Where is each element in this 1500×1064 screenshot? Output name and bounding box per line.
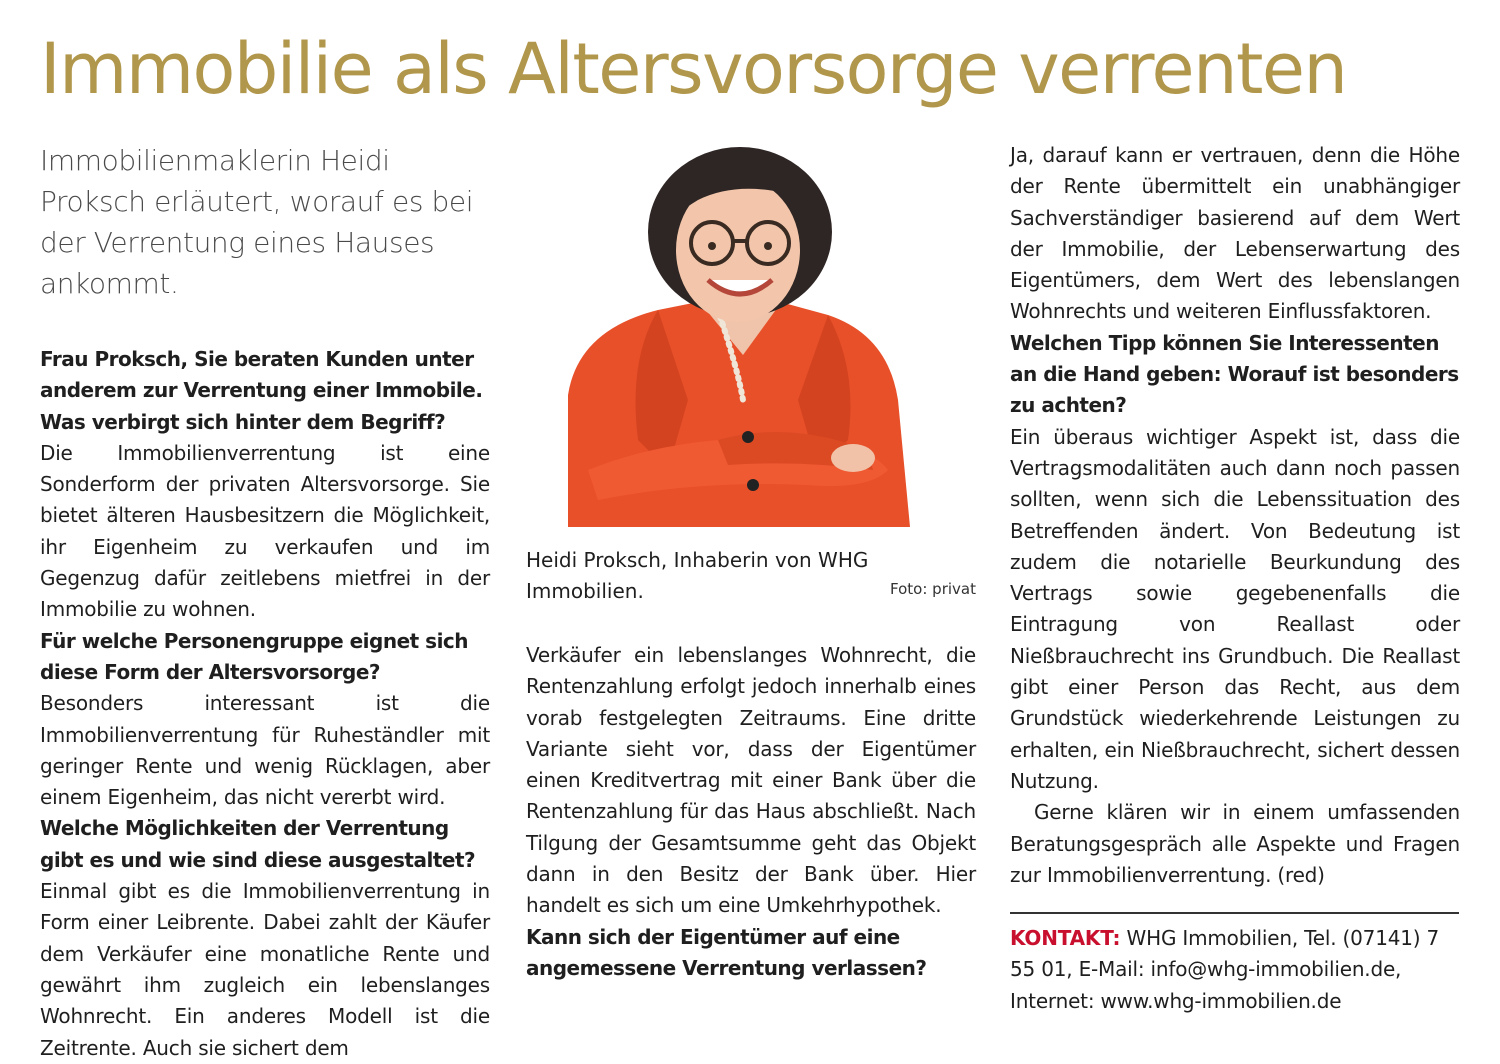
answer-2: Besonders interessant ist die Immobilienverrentung für Ruheständler mit geringer Rente und wenig Rücklagen, aber einem Eigenheim, das nicht vererbt wird.: [40, 691, 490, 810]
headline: Immobilie als Altersvorsorge verrenten: [40, 28, 1347, 110]
closing-paragraph: Gerne klären wir in einem umfassenden Beratungsgespräch alle Aspekte und Fragen zur Immobilienverrentung. (red): [1010, 800, 1460, 887]
contact-label: KONTAKT:: [1010, 926, 1121, 950]
contact-box: [1010, 923, 1470, 1017]
column-1: [40, 140, 490, 1064]
portrait-photo: [568, 140, 910, 527]
contact-divider: [1010, 912, 1459, 914]
question-4: Kann sich der Eigentümer auf eine angemessene Verrentung verlassen?: [526, 924, 927, 980]
column-3: [1010, 140, 1460, 891]
photo-caption: [526, 545, 976, 607]
portrait-illustration: [568, 140, 910, 527]
caption-text: Heidi Proksch, Inhaberin von WHG Immobilien.: [526, 548, 869, 603]
question-3: Welche Möglichkeiten der Verrentung gibt es und wie sind diese ausgestaltet?: [40, 816, 476, 872]
photo-credit: Foto: privat: [890, 580, 976, 598]
answer-3-continued: Verkäufer ein lebenslanges Wohnrecht, die Rentenzahlung erfolgt jedoch innerhalb eines vorab festgelegten Zeitraums. Eine dritte Variante sieht vor, dass der Eigentümer einen Kreditvertrag mit einer Bank über die Rentenzahlung für das Haus abschließt. Nach Tilgung der Gesamtsumme geht das Objekt dann in den Besitz der Bank über. Hier handelt es sich um eine Umkehrhypothek.: [526, 643, 976, 918]
question-2: Für welche Personengruppe eignet sich diese Form der Altersvorsorge?: [40, 628, 469, 684]
question-1: Frau Proksch, Sie beraten Kunden unter anderem zur Verrentung einer Immobile. Was verbirgt sich hinter dem Begriff?: [40, 347, 483, 434]
answer-5: Ein überaus wichtiger Aspekt ist, dass die Vertragsmodalitäten auch dann noch passen sollten, wenn sich die Lebenssituation des Betreffenden ändert. Von Bedeutung ist zudem die notarielle Beurkundung des Vertrags sowie gegebenenfalls die Eintragung von Reallast oder Nießbrauchrecht ins Grundbuch. Die Reallast gibt einer Person das Recht, aus dem Grundstück wiederkehrende Leistungen zu erhalten, ein Nießbrauchrecht, sichert dessen Nutzung.: [1010, 424, 1460, 793]
answer-1: Die Immobilienverrentung ist eine Sonderform der privaten Altersvorsorge. Sie bietet älteren Hausbesitzern die Möglichkeit, ihr Eigenheim zu verkaufen und im Gegenzug dafür zeitlebens mietfrei in der Immobilie zu wohnen.: [40, 440, 490, 622]
contact-text: WHG Immobilien, Tel. (07141) 7 55 01, E-Mail: info@whg-immobilien.de, Internet: www.whg-immobilien.de: [1010, 926, 1440, 1013]
column-2: [526, 640, 976, 984]
question-5: Welchen Tipp können Sie Interessenten an die Hand geben: Worauf ist besonders zu achten?: [1010, 330, 1459, 418]
answer-3: Einmal gibt es die Immobilienverrentung in Form einer Leibrente. Dabei zahlt der Käufer dem Verkäufer eine monatliche Rente und gewährt ihm zugleich ein lebenslanges Wohnrecht. Ein anderes Modell ist die Zeitrente. Auch sie sichert dem: [40, 879, 490, 1060]
lead-paragraph: Immobilienmaklerin Heidi Proksch erläutert, worauf es bei der Verrentung eines Hauses ankommt.: [40, 144, 474, 300]
answer-4: Ja, darauf kann er vertrauen, denn die Höhe der Rente übermittelt ein unabhängiger Sachverständiger basierend auf dem Wert der Immobilie, der Lebenserwartung des Eigentümers, dem Wert des lebenslangen Wohnrechts und weiteren Einflussfaktoren.: [1010, 143, 1460, 324]
